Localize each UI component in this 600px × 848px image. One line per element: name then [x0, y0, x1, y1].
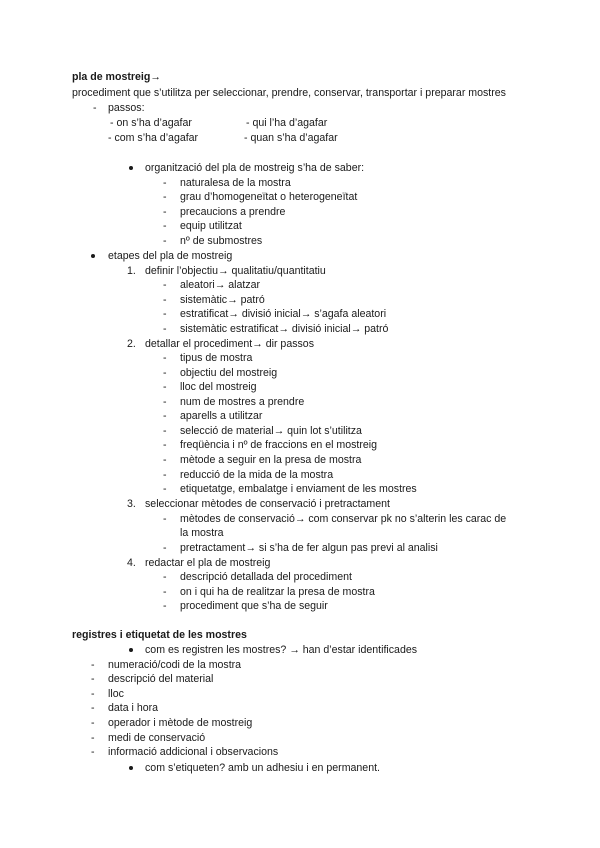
list-item: descripció del material	[108, 673, 214, 685]
step-label: seleccionar mètodes de conservació i pretractament	[145, 498, 390, 510]
list-item: freqüència i nº de fraccions en el mostreig	[180, 439, 378, 451]
list-item: lloc	[108, 688, 124, 700]
list-item: estratificat→ divisió inicial→ s’agafa aleatori	[180, 308, 387, 320]
dash-marker: -	[163, 425, 167, 437]
question-registre: com es registren les mostres? → han d’estar identificades	[145, 644, 418, 656]
list-item: mètodes de conservació→ com conservar pk no s’alterin les carac de	[180, 513, 507, 525]
dash-marker: -	[91, 702, 95, 714]
bullet-icon	[129, 766, 133, 770]
list-item: procediment que s’ha de seguir	[180, 600, 328, 612]
list-item-continuation: la mostra	[180, 527, 224, 539]
list-item: sistemàtic estratificat→ divisió inicial→ patró	[180, 323, 389, 335]
step-label: detallar el procediment→ dir passos	[145, 338, 314, 350]
step-label: redactar el pla de mostreig	[145, 557, 271, 569]
intro-text: procediment que s’utilitza per seleccionar, prendre, conservar, transportar i preparar mostres	[72, 87, 506, 99]
list-item: informació addicional i observacions	[108, 746, 279, 758]
dash-marker: -	[163, 454, 167, 466]
bullet-icon	[91, 254, 95, 258]
list-item: lloc del mostreig	[180, 381, 257, 393]
dash-marker: -	[91, 673, 95, 685]
dash-marker: -	[163, 410, 167, 422]
dash-marker: -	[91, 659, 95, 671]
list-item: operador i mètode de mostreig	[108, 717, 253, 729]
list-item: grau d’homogeneïtat o heterogeneïtat	[180, 191, 358, 203]
list-item: aparells a utilitzar	[180, 410, 263, 422]
list-item: reducció de la mida de la mostra	[180, 469, 334, 481]
bullet-icon	[129, 648, 133, 652]
dash-marker: -	[163, 323, 167, 335]
dash-marker: -	[93, 102, 97, 114]
dash-marker: -	[163, 381, 167, 393]
section-title-registres: registres i etiquetat de les mostres	[72, 629, 247, 641]
dash-marker: -	[91, 746, 95, 758]
step-number: 4.	[127, 557, 136, 569]
step-label: definir l’objectiu→ qualitatiu/quantitatiu	[145, 265, 326, 277]
dash-marker: -	[163, 191, 167, 203]
dash-marker: -	[91, 688, 95, 700]
list-item: data i hora	[108, 702, 159, 714]
list-item: num de mostres a prendre	[180, 396, 305, 408]
organitzacio-label: organització del pla de mostreig s’ha de saber:	[145, 162, 365, 174]
dash-marker: -	[163, 220, 167, 232]
list-item: aleatori→ alatzar	[180, 279, 261, 291]
step-number: 3.	[127, 498, 136, 510]
dash-marker: -	[163, 542, 167, 554]
list-item: pretractament→ si s’ha de fer algun pas previ al analisi	[180, 542, 438, 554]
list-item: on i qui ha de realitzar la presa de mostra	[180, 586, 375, 598]
passos-label: passos:	[108, 102, 145, 114]
list-item: nº de submostres	[180, 235, 263, 247]
list-item: objectiu del mostreig	[180, 367, 278, 379]
passos-on: - on s’ha d’agafar	[110, 117, 192, 129]
list-item: naturalesa de la mostra	[180, 177, 291, 189]
list-item: selecció de material→ quin lot s’utilitza	[180, 425, 362, 437]
dash-marker: -	[163, 469, 167, 481]
dash-marker: -	[163, 308, 167, 320]
list-item: medi de conservació	[108, 732, 206, 744]
dash-marker: -	[163, 294, 167, 306]
dash-marker: -	[163, 513, 167, 525]
list-item: sistemàtic→ patró	[180, 294, 265, 306]
dash-marker: -	[91, 717, 95, 729]
etapes-label: etapes del pla de mostreig	[108, 250, 233, 262]
step-number: 2.	[127, 338, 136, 350]
question-etiqueta: com s’etiqueten? amb un adhesiu i en permanent.	[145, 762, 380, 774]
dash-marker: -	[163, 206, 167, 218]
dash-marker: -	[163, 600, 167, 612]
dash-marker: -	[163, 586, 167, 598]
section-title-pla-de-mostreig: pla de mostreig→	[72, 71, 161, 83]
dash-marker: -	[163, 177, 167, 189]
passos-com: - com s’ha d’agafar	[108, 132, 199, 144]
list-item: etiquetatge, embalatge i enviament de les mostres	[180, 483, 417, 495]
list-item: mètode a seguir en la presa de mostra	[180, 454, 362, 466]
dash-marker: -	[163, 483, 167, 495]
passos-qui: - qui l’ha d’agafar	[246, 117, 328, 129]
list-item: numeració/codi de la mostra	[108, 659, 242, 671]
dash-marker: -	[163, 235, 167, 247]
dash-marker: -	[163, 367, 167, 379]
list-item: descripció detallada del procediment	[180, 571, 352, 583]
dash-marker: -	[163, 279, 167, 291]
list-item: tipus de mostra	[180, 352, 253, 364]
list-item: equip utilitzat	[180, 220, 242, 232]
dash-marker: -	[163, 396, 167, 408]
step-number: 1.	[127, 265, 136, 277]
list-item: precaucions a prendre	[180, 206, 286, 218]
dash-marker: -	[163, 352, 167, 364]
dash-marker: -	[163, 439, 167, 451]
dash-marker: -	[163, 571, 167, 583]
dash-marker: -	[91, 732, 95, 744]
passos-quan: - quan s’ha d’agafar	[244, 132, 338, 144]
bullet-icon	[129, 166, 133, 170]
